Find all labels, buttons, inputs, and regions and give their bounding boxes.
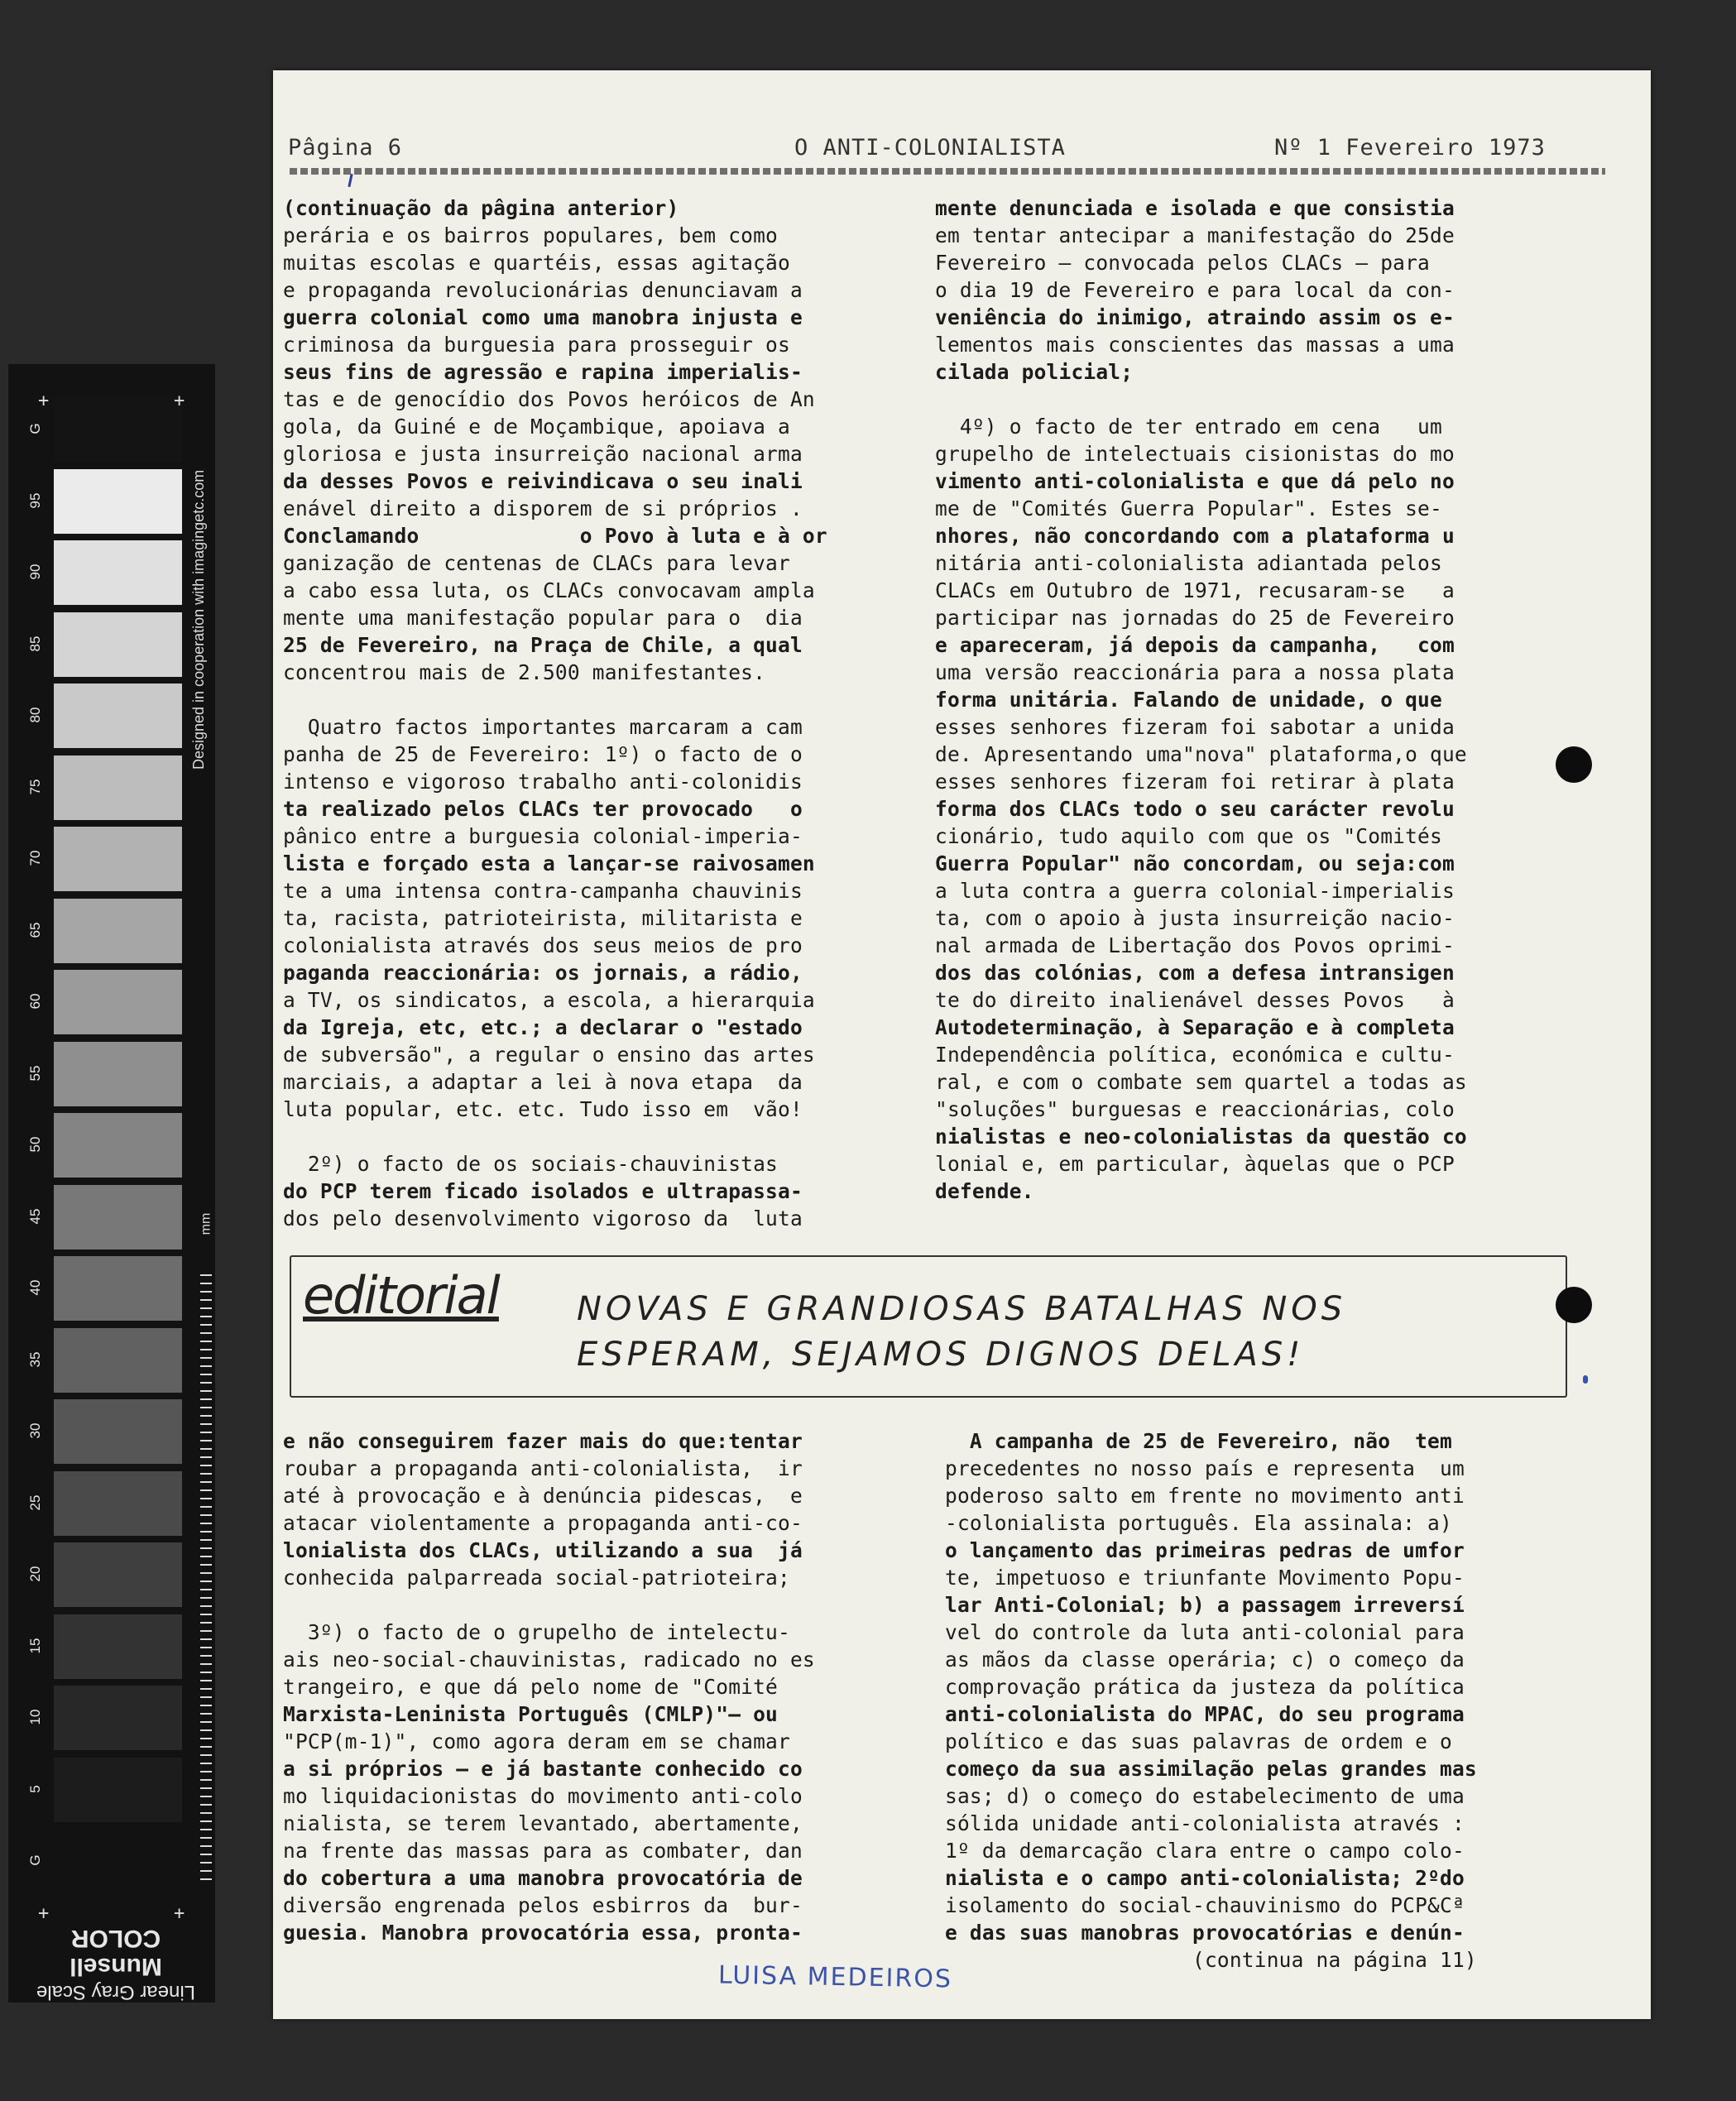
gray-patch	[54, 1256, 182, 1321]
text-line: isolamento do social-chauvinismo do PCP&Cª	[945, 1893, 1465, 1917]
strip-mark-bottom-left: +	[38, 1903, 50, 1924]
text-line: panha de 25 de Fevereiro: 1º) o facto de o	[283, 742, 803, 766]
text-line: lar Anti-Colonial; b) a passagem irreversí	[945, 1593, 1465, 1617]
pen-mark	[348, 174, 352, 187]
text-line: Independência política, económica e cultu-	[935, 1043, 1455, 1067]
gray-patch	[54, 1399, 182, 1464]
text-line: mo liquidacionistas do movimento anti-colo	[283, 1784, 803, 1808]
gray-patch	[54, 397, 182, 462]
gray-patch	[54, 540, 182, 605]
text-line: tas e de genocídio dos Povos heróicos de An	[283, 387, 815, 411]
text-line: nhores, não concordando com a plataforma u	[935, 524, 1455, 548]
punch-hole-lower	[1556, 1287, 1592, 1323]
text-line: "soluções" burguesas e reaccionárias, colo	[935, 1097, 1455, 1121]
text-line: precedentes no nosso país e representa um	[945, 1456, 1465, 1480]
text-line: atacar violentamente a propaganda anti-co-	[283, 1511, 803, 1535]
right-column-bottom	[945, 1427, 1477, 1974]
text-line: dos pelo desenvolvimento vigoroso da luta	[283, 1206, 803, 1230]
issue-date: Nº 1 Fevereiro 1973	[1274, 135, 1546, 161]
text-line: e apareceram, já depois da campanha, com	[935, 633, 1455, 657]
text-line: gola, da Guiné e de Moçambique, apoiava a	[283, 415, 790, 439]
text-line: forma unitária. Falando de unidade, o que	[935, 688, 1442, 712]
text-line: 4º) o facto de ter entrado em cena um	[935, 415, 1442, 439]
text-line: luta popular, etc. etc. Tudo isso em vão!	[283, 1097, 803, 1121]
gray-patch-label: 30	[27, 1422, 43, 1439]
editorial-label: editorial	[303, 1265, 499, 1326]
text-line: as mãos da classe operária; c) o começo da	[945, 1648, 1465, 1672]
text-line: ta realizado pelos CLACs ter provocado o	[283, 797, 803, 821]
text-line: 25 de Fevereiro, na Praça de Chile, a qual	[283, 633, 803, 657]
text-line: perária e os bairros populares, bem como	[283, 223, 779, 247]
text-line: ta, racista, patrioteirista, militarista e	[283, 906, 803, 930]
text-line: me de "Comités Guerra Popular". Estes se-	[935, 496, 1442, 520]
strip-mark-bottom-right: +	[174, 1903, 185, 1924]
text-line: e propaganda revolucionárias denunciavam a	[283, 278, 803, 302]
text-line: de. Apresentando uma"nova" plataforma,o que	[935, 742, 1467, 766]
text-line: da desses Povos e reivindicava o seu inali	[283, 469, 803, 493]
text-line: Fevereiro — convocada pelos CLACs — para	[935, 251, 1431, 275]
text-line: veniência do inimigo, atraindo assim os e-	[935, 305, 1455, 329]
text-line: (continua na página 11)	[945, 1948, 1477, 1972]
gray-patch-label: 50	[27, 1136, 43, 1153]
text-line: (continuação da pâgina anterior)	[283, 196, 679, 220]
text-line: defende.	[935, 1179, 1034, 1203]
text-line: mente uma manifestação popular para o dia	[283, 606, 803, 630]
strip-credit: Designed in cooperation with imagingetc.com	[190, 469, 207, 770]
gray-patch	[54, 1328, 182, 1393]
text-line: ais neo-social-chauvinistas, radicado no es	[283, 1648, 815, 1672]
left-column-top	[283, 194, 827, 1232]
text-line: diversão engrenada pelos esbirros da bur-	[283, 1893, 803, 1917]
gray-patch-label: 75	[27, 779, 43, 794]
text-line: uma versão reaccionária para a nossa plata	[935, 660, 1455, 684]
logo-line-1: Linear Gray Scale	[36, 1981, 196, 2003]
text-line: vimento anti-colonialista e que dá pelo no	[935, 469, 1455, 493]
gray-patch-label: 40	[27, 1279, 43, 1296]
text-line: do PCP terem ficado isolados e ultrapassa-	[283, 1179, 803, 1203]
left-column-bottom	[283, 1427, 815, 1946]
text-line: 3º) o facto de o grupelho de intelectu-	[283, 1620, 790, 1644]
text-line: em tentar antecipar a manifestação do 25de	[935, 223, 1455, 247]
gray-patch	[54, 1758, 182, 1822]
text-line: sas; d) o começo do estabelecimento de uma	[945, 1784, 1465, 1808]
text-line: 2º) o facto de os sociais-chauvinistas	[283, 1152, 779, 1176]
text-line: "PCP(m-1)", como agora deram em se chamar	[283, 1729, 790, 1753]
page-number: Pâgina 6	[288, 135, 403, 161]
text-line: 1º da demarcação clara entre o campo colo-	[945, 1839, 1465, 1863]
text-line: dos das colónias, com a defesa intransigen	[935, 961, 1455, 985]
text-line: cilada policial;	[935, 360, 1134, 384]
text-line: lista e forçado esta a lançar-se raivosamen	[283, 851, 815, 875]
text-line: mente denunciada e isolada e que consistia	[935, 196, 1455, 220]
text-line: esses senhores fizeram foi sabotar a unida	[935, 715, 1455, 739]
gray-patch	[54, 1471, 182, 1536]
text-line: ta, com o apoio à justa insurreição nacio-	[935, 906, 1455, 930]
editorial-headline-line-1: NOVAS E GRANDIOSAS BATALHAS NOS	[577, 1290, 1347, 1328]
gray-patch-label: 25	[27, 1494, 43, 1510]
text-line: criminosa da burguesia para prosseguir os	[283, 333, 790, 357]
text-line: nialista e o campo anti-colonialista; 2ºdo	[945, 1866, 1465, 1890]
strip-mark-top-right: +	[174, 391, 185, 411]
text-line: Guerra Popular" não concordam, ou seja:com	[935, 851, 1455, 875]
gray-patch	[54, 1614, 182, 1679]
gray-patch	[54, 1185, 182, 1250]
text-line: sólida unidade anti-colonialista através :	[945, 1811, 1465, 1835]
text-line: guerra colonial como uma manobra injusta e	[283, 305, 803, 329]
gray-patch-label: 45	[27, 1208, 43, 1224]
text-line: -colonialista português. Ela assinala: a)	[945, 1511, 1452, 1535]
gray-patch-label: 15	[27, 1638, 43, 1653]
gray-patch-label: 85	[27, 636, 43, 651]
text-line: Quatro factos importantes marcaram a cam	[283, 715, 803, 739]
text-line: e não conseguirem fazer mais do que:tentar	[283, 1429, 803, 1453]
gray-patch-label: 5	[27, 1784, 43, 1793]
text-line: marciais, a adaptar a lei à nova etapa da	[283, 1070, 803, 1094]
text-line: lonial e, em particular, àquelas que o PCP	[935, 1152, 1455, 1176]
text-line: e das suas manobras provocatórias e denún-	[945, 1921, 1465, 1945]
text-line: forma dos CLACs todo o seu carácter revolu	[935, 797, 1455, 821]
text-line: A campanha de 25 de Fevereiro, não tem	[945, 1429, 1452, 1453]
punch-hole-upper	[1556, 746, 1592, 783]
gray-patch	[54, 684, 182, 748]
gray-patch-label: G	[27, 423, 43, 434]
text-line: muitas escolas e quartéis, essas agitação	[283, 251, 790, 275]
text-line: colonialista através dos seus meios de pro	[283, 933, 803, 957]
text-line: de subversão", a regular o ensino das artes	[283, 1043, 815, 1067]
mm-ruler	[200, 1274, 212, 1887]
gray-patch-label: 20	[27, 1566, 43, 1582]
gray-patch	[54, 1542, 182, 1607]
text-line: Marxista-Leninista Português (CMLP)"— ou	[283, 1702, 779, 1726]
gray-patch	[54, 612, 182, 677]
text-line: ganização de centenas de CLACs para levar	[283, 551, 790, 575]
text-line	[283, 1123, 827, 1150]
gray-patch	[54, 899, 182, 963]
text-line: na frente das massas para as combater, dan	[283, 1839, 803, 1863]
text-line: o lançamento das primeiras pedras de umfor	[945, 1538, 1465, 1562]
munsell-logo	[33, 1924, 199, 2003]
text-line	[283, 1591, 815, 1619]
text-line: lementos mais conscientes das massas a uma	[935, 333, 1455, 357]
right-column-top	[935, 194, 1467, 1205]
text-line: a TV, os sindicatos, a escola, a hierarquia	[283, 988, 815, 1012]
document-page	[273, 70, 1651, 2019]
gray-patch	[54, 970, 182, 1034]
editorial-box	[290, 1255, 1567, 1398]
text-line: nitária anti-colonialista adiantada pelos	[935, 551, 1442, 575]
text-line: Conclamando o Povo à luta e à or	[283, 524, 827, 548]
gray-patch-label: 70	[27, 850, 43, 866]
text-line: intenso e vigoroso trabalho anti-colonidis	[283, 770, 803, 794]
text-line: político e das suas palavras de ordem e o	[945, 1729, 1452, 1753]
text-line: do cobertura a uma manobra provocatória de	[283, 1866, 803, 1890]
gray-patch-label: 65	[27, 922, 43, 938]
gray-patch	[54, 1042, 182, 1106]
gray-patch	[54, 1686, 182, 1750]
gray-patch	[54, 755, 182, 820]
text-line: te a uma intensa contra-campanha chauvinis	[283, 879, 803, 903]
text-line: gloriosa e justa insurreição nacional arma	[283, 442, 803, 466]
text-line: a luta contra a guerra colonial-imperialis	[935, 879, 1455, 903]
ink-dot	[1583, 1375, 1588, 1384]
text-line: participar nas jornadas do 25 de Fevereiro	[935, 606, 1455, 630]
gray-patch	[54, 1829, 182, 1893]
gray-patch	[54, 469, 182, 534]
text-line: comprovação prática da justeza da política	[945, 1675, 1465, 1699]
text-line	[283, 686, 827, 713]
gray-patch-label: 95	[27, 492, 43, 508]
gray-scale-calibration-strip	[8, 364, 215, 2003]
gray-patch-label: 60	[27, 993, 43, 1010]
text-line: até à provocação e à denúncia pidescas, e	[283, 1484, 803, 1508]
text-line: guesia. Manobra provocatória essa, pronta-	[283, 1921, 803, 1945]
header-rule	[290, 168, 1605, 175]
strip-mark-top-left: +	[38, 391, 50, 411]
gray-patch-label: 90	[27, 564, 43, 580]
text-line: CLACs em Outubro de 1971, recusaram-se a	[935, 578, 1455, 602]
text-line: pânico entre a burguesia colonial-imperia-	[283, 824, 803, 848]
editorial-headline-line-2: ESPERAM, SEJAMOS DIGNOS DELAS!	[577, 1336, 1305, 1374]
text-line: a cabo essa luta, os CLACs convocavam ampla	[283, 578, 815, 602]
text-line: vel do controle da luta anti-colonial para	[945, 1620, 1465, 1644]
text-line: a si próprios — e já bastante conhecido co	[283, 1757, 803, 1781]
text-line: Autodeterminação, à Separação e à completa	[935, 1015, 1455, 1039]
text-line: seus fins de agressão e rapina imperialis-	[283, 360, 803, 384]
text-line: ral, e com o combate sem quartel a todas as	[935, 1070, 1467, 1094]
text-line: concentrou mais de 2.500 manifestantes.	[283, 660, 766, 684]
owner-stamp: LUISA MEDEIROS	[717, 1960, 953, 1994]
text-line: o dia 19 de Fevereiro e para local da con-	[935, 278, 1455, 302]
text-line: esses senhores fizeram foi retirar à plata	[935, 770, 1455, 794]
text-line: trangeiro, e que dá pelo nome de "Comité	[283, 1675, 779, 1699]
text-line: da Igreja, etc, etc.; a declarar o "estado	[283, 1015, 803, 1039]
newspaper-title: O ANTI-COLONIALISTA	[794, 135, 1066, 161]
text-line: nal armada de Libertação dos Povos oprimi-	[935, 933, 1455, 957]
text-line: te, impetuoso e triunfante Movimento Popu-	[945, 1566, 1465, 1590]
gray-patch-label: 10	[27, 1709, 43, 1725]
ruler-unit: mm	[199, 1212, 213, 1235]
text-line	[935, 386, 1467, 413]
text-line: lonialista dos CLACs, utilizando a sua já	[283, 1538, 803, 1562]
logo-line-2: Munsell COLOR	[70, 1925, 162, 1980]
text-line: te do direito inalienável desses Povos à	[935, 988, 1455, 1012]
text-line: grupelho de intelectuais cisionistas do mo	[935, 442, 1455, 466]
text-line: nialista, se terem levantado, abertamente,	[283, 1811, 803, 1835]
gray-patch	[54, 827, 182, 891]
gray-patch-label: G	[27, 1854, 43, 1866]
text-line: anti-colonialista do MPAC, do seu programa	[945, 1702, 1465, 1726]
text-line: nialistas e neo-colonialistas da questão co	[935, 1125, 1467, 1149]
text-line: poderoso salto em frente no movimento anti	[945, 1484, 1465, 1508]
gray-patch-label: 80	[27, 707, 43, 723]
text-line: paganda reaccionária: os jornais, a rádio,	[283, 961, 803, 985]
gray-patch-label: 35	[27, 1351, 43, 1367]
text-line: cionário, tudo aquilo com que os "Comités	[935, 824, 1442, 848]
text-line: roubar a propaganda anti-colonialista, ir	[283, 1456, 803, 1480]
text-line: enável direito a disporem de si próprios .	[283, 496, 803, 520]
gray-patch	[54, 1113, 182, 1178]
text-line: conhecida palparreada social-patrioteira;	[283, 1566, 790, 1590]
text-line: começo da sua assimilação pelas grandes mas	[945, 1757, 1477, 1781]
gray-patch-label: 55	[27, 1065, 43, 1081]
